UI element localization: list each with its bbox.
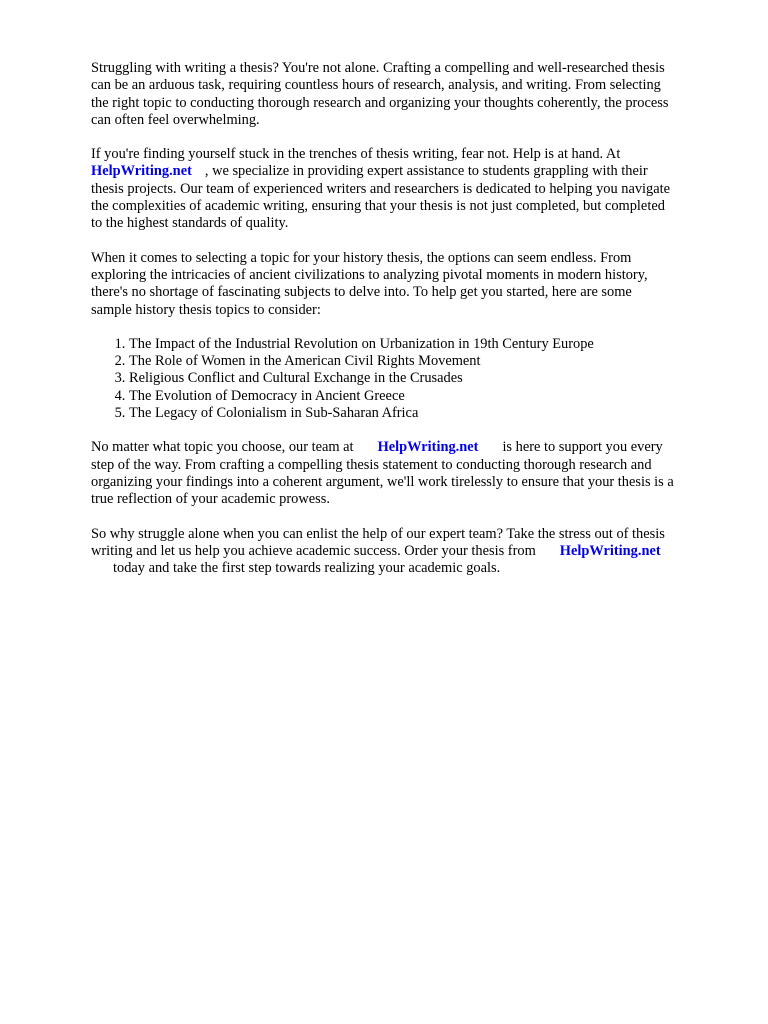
helpwriting-link[interactable]: HelpWriting.net [377, 439, 479, 456]
list-item: 5. The Legacy of Colonialism in Sub-Saharan Africa [129, 405, 731, 422]
text-line: If you're finding yourself stuck in the trenches of thesis writing, fear not. Help is at hand. At [91, 146, 621, 163]
text-fragment: , we specialize in providing expert assistance to students grappling with their [204, 163, 648, 180]
text-line: can be an arduous task, requiring countless hours of research, analysis, and writing. From selecting [91, 77, 661, 94]
text-line: When it comes to selecting a topic for your history thesis, the options can seem endless. From [91, 249, 632, 266]
text-line [91, 543, 731, 560]
paragraph-topics-intro [91, 250, 731, 319]
paragraph-closing [91, 526, 731, 578]
text-line [91, 163, 731, 180]
text-fragment: writing and let us help you achieve academic success. Order your thesis from [91, 542, 536, 559]
text-line: the right topic to conducting thorough research and organizing your thoughts coherently, the process [91, 94, 669, 111]
text-line: true reflection of your academic prowess. [91, 491, 330, 508]
helpwriting-link[interactable]: HelpWriting.net [91, 163, 192, 180]
text-line: thesis projects. Our team of experienced writers and researchers is dedicated to helping you navigate [91, 180, 671, 197]
text-fragment: No matter what topic you choose, our team at [91, 439, 354, 456]
helpwriting-link[interactable]: HelpWriting.net [559, 542, 661, 559]
topic-list [91, 336, 731, 422]
paragraph-support [91, 439, 731, 508]
text-line [91, 439, 731, 456]
text-line: Struggling with writing a thesis? You're not alone. Crafting a compelling and well-researched thesis [91, 60, 665, 76]
text-line: to the highest standards of quality. [91, 215, 289, 232]
text-line: sample history thesis topics to consider: [91, 301, 321, 318]
paragraph-intro [91, 60, 731, 129]
text-fragment: is here to support you every [502, 439, 663, 456]
text-line: So why struggle alone when you can enlist the help of our expert team? Take the stress out of thesis [91, 525, 665, 542]
text-line: organizing your findings into a coherent argument, we'll work tirelessly to ensure that your thesis is a [91, 473, 674, 490]
text-line: there's no shortage of fascinating subjects to delve into. To help get you started, here are some [91, 284, 632, 301]
text-line: step of the way. From crafting a compelling thesis statement to conducting thorough research and [91, 456, 652, 473]
text-line: can often feel overwhelming. [91, 111, 260, 128]
text-line: exploring the intricacies of ancient civilizations to analyzing pivotal moments in modern history, [91, 266, 648, 283]
document-body [91, 60, 731, 594]
list-item: 4. The Evolution of Democracy in Ancient Greece [129, 388, 731, 405]
list-item: 1. The Impact of the Industrial Revolution on Urbanization in 19th Century Europe [129, 336, 731, 353]
text-line: the complexities of academic writing, ensuring that your thesis is not just completed, but completed [91, 198, 665, 215]
list-item: 3. Religious Conflict and Cultural Exchange in the Crusades [129, 370, 731, 387]
text-line: today and take the first step towards realizing your academic goals. [113, 560, 501, 577]
list-item: 2. The Role of Women in the American Civil Rights Movement [129, 353, 731, 370]
paragraph-help [91, 146, 731, 232]
